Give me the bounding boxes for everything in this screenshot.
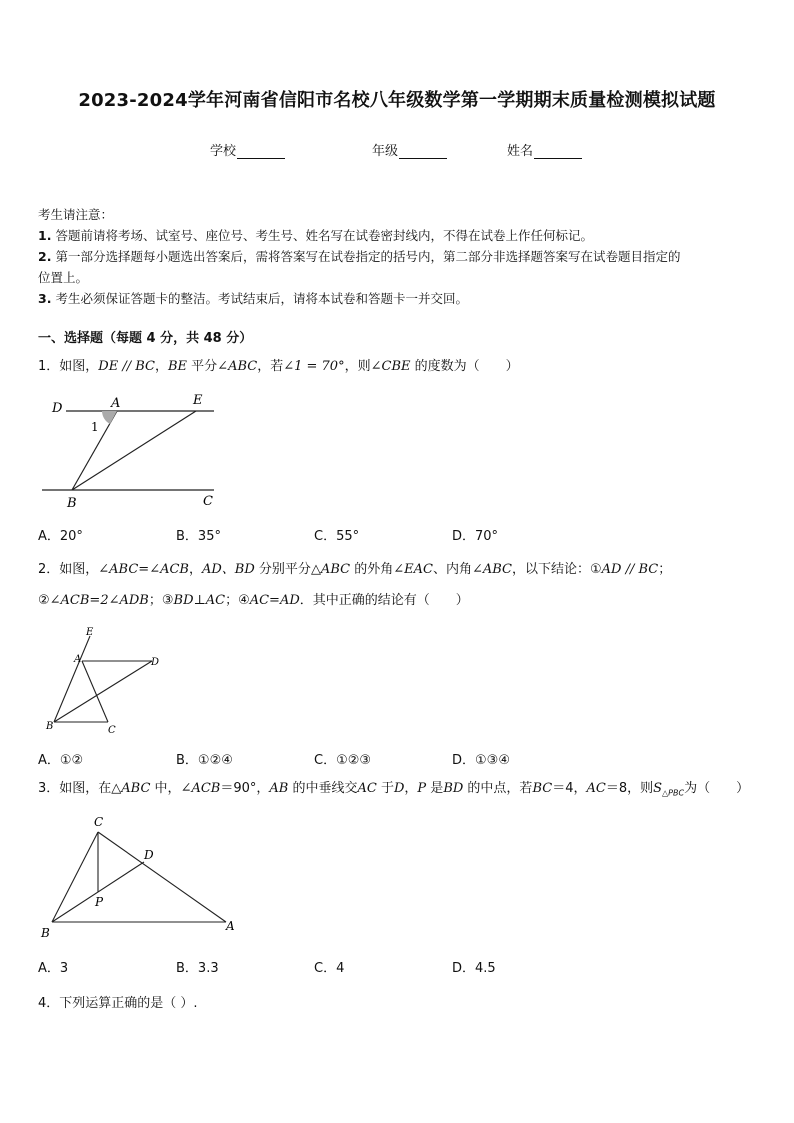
label-a: A (74, 654, 82, 665)
q2-math: ∠EAC (393, 562, 433, 577)
note-text: 第一部分选择题每小题选出答案后，需将答案写在试卷指定的括号内，第二部分非选择题答案写在试卷题目指定的 (55, 249, 681, 264)
q2-text: 2．如图， (38, 562, 99, 577)
q1-text: ，则 (344, 359, 371, 374)
q2-math: ∠ACB=2∠ADB (49, 593, 149, 608)
q3-text: ＝4， (552, 781, 587, 796)
q3-figure (36, 812, 246, 942)
q3-subscript: △PBC (662, 788, 685, 798)
q3-text: 的中点，若 (463, 781, 533, 796)
label-c: C (203, 494, 213, 509)
page-title: 2023-2024学年河南省信阳市名校八年级数学第一学期期末质量检测模拟试题 (78, 90, 716, 111)
line-ea-b (54, 636, 90, 722)
label-b: B (67, 496, 77, 511)
q2-math: △ABC (310, 562, 351, 577)
notes-heading: 考生请注意： (38, 207, 114, 222)
label-1: 1 (91, 420, 99, 434)
q1-math: ∠ABC (217, 359, 258, 374)
line-ca (98, 832, 226, 922)
grade-field[interactable] (372, 140, 447, 159)
q3-math: AC (357, 781, 377, 796)
line-cb (52, 832, 98, 922)
q2-text: ② (38, 593, 50, 608)
q1-text: 平分 (187, 359, 218, 374)
name-blank[interactable] (534, 145, 582, 159)
q1-math: DE // BC (98, 359, 155, 374)
label-d: D (144, 848, 154, 862)
q3-math: AB (269, 781, 289, 796)
q2-math: ∠ABC=∠ACB (98, 562, 189, 577)
q2-option-d[interactable]: D．①③④ (452, 753, 510, 768)
q2-text: ；③ (148, 593, 174, 608)
q1-text: ，若 (257, 359, 284, 374)
q2-option-c[interactable]: C．①②③ (314, 753, 372, 768)
q2-math: AD、BD (202, 562, 255, 577)
q2-math: AD // BC (601, 562, 659, 577)
q3-option-b[interactable]: B．3.3 (176, 961, 219, 976)
q1-math: ∠1 = 70° (283, 359, 345, 374)
q2-math: AC=AD (249, 593, 300, 608)
q3-option-a[interactable]: A．3 (38, 961, 69, 976)
exam-notes (38, 204, 768, 309)
q3-text: 中， (150, 781, 181, 796)
name-field[interactable] (507, 140, 582, 159)
q3-option-c[interactable]: C．4 (314, 961, 345, 976)
q3-option-d[interactable]: D．4.5 (452, 961, 496, 976)
q1-figure (36, 390, 226, 515)
line-bd (54, 661, 152, 722)
q1-text: ， (154, 359, 168, 374)
q1-math: BE (167, 359, 188, 374)
q1-math: ∠CBE (370, 359, 411, 374)
q2-option-b[interactable]: B．①②④ (176, 753, 233, 768)
note-item (38, 288, 768, 309)
section-heading: 一、选择题（每题 4 分，共 48 分） (38, 331, 253, 346)
q3-text: 于 (376, 781, 394, 796)
q3-math: S (653, 781, 662, 796)
question-1-stem (38, 357, 519, 377)
angle-1-mark (102, 411, 117, 424)
q1-option-d[interactable]: D．70° (452, 529, 499, 544)
note-item (38, 225, 768, 246)
q1-option-b[interactable]: B．35° (176, 529, 221, 544)
q2-text: ，以下结论：① (511, 562, 602, 577)
q3-math: AC (586, 781, 606, 796)
q2-option-a[interactable]: A．①② (38, 753, 84, 768)
note-text: 考生必须保证答题卡的整洁。考试结束后，请将本试卷和答题卡一并交回。 (55, 291, 468, 306)
q3-math: BD (443, 781, 464, 796)
q3-math: △ABC (111, 781, 151, 796)
q3-text: 是 (426, 781, 444, 796)
q1-option-c[interactable]: C．55° (314, 529, 360, 544)
q2-text: ．其中正确的结论有（ ） (299, 593, 469, 608)
note-text: 答题前请将考场、试室号、座位号、考生号、姓名写在试卷密封线内，不得在试卷上作任何标记。 (55, 228, 593, 243)
q3-text: 的中垂线交 (288, 781, 358, 796)
question-3-stem (38, 779, 749, 804)
label-a: A (226, 919, 235, 933)
q1-text: 的度数为（ ） (410, 359, 519, 374)
note-text: 位置上。 (38, 270, 89, 285)
q2-figure (36, 622, 176, 740)
q3-math: BC (532, 781, 553, 796)
school-label: 学校 (210, 144, 237, 159)
q3-math: ∠ACB (180, 781, 221, 796)
q2-text: ， (188, 562, 202, 577)
name-label: 姓名 (507, 144, 534, 159)
q2-text: ； (658, 562, 672, 577)
q2-math: BD⊥AC (173, 593, 226, 608)
q3-text: ， (404, 781, 418, 796)
q2-math: ∠ABC (471, 562, 512, 577)
q3-math: P (417, 781, 427, 796)
label-a: A (111, 396, 121, 411)
note-item (38, 267, 768, 288)
note-number: 2. (38, 249, 52, 264)
grade-label: 年级 (372, 144, 399, 159)
q1-option-a[interactable]: A．20° (38, 529, 83, 544)
q1-text: 1．如图， (38, 359, 99, 374)
q3-text: 为（ ） (684, 781, 750, 796)
q2-text: 分别平分 (254, 562, 311, 577)
question-2-stem-line1 (38, 560, 671, 580)
q3-math: D (393, 781, 405, 796)
grade-blank[interactable] (399, 145, 447, 159)
line-ac (82, 661, 108, 722)
q2-text: 、内角 (432, 562, 472, 577)
q2-text: 的外角 (350, 562, 394, 577)
q3-text: 3．如图，在 (38, 781, 112, 796)
school-field[interactable] (210, 140, 285, 159)
q3-text: ＝8，则 (605, 781, 654, 796)
note-number: 1. (38, 228, 52, 243)
school-blank[interactable] (237, 145, 285, 159)
label-e: E (193, 393, 203, 408)
label-d: D (151, 657, 160, 668)
question-4-stem: 4．下列运算正确的是（ ）. (38, 996, 198, 1011)
q2-text: ；④ (225, 593, 250, 608)
label-c: C (94, 815, 104, 829)
note-item (38, 246, 768, 267)
label-b: B (41, 926, 50, 940)
label-c: C (108, 725, 116, 736)
label-d: D (52, 401, 63, 416)
note-number: 3. (38, 291, 52, 306)
label-p: P (95, 895, 104, 909)
label-b: B (46, 721, 54, 732)
question-2-stem-line2 (38, 591, 469, 611)
q3-text: ＝90°， (220, 781, 270, 796)
label-e: E (86, 627, 94, 638)
